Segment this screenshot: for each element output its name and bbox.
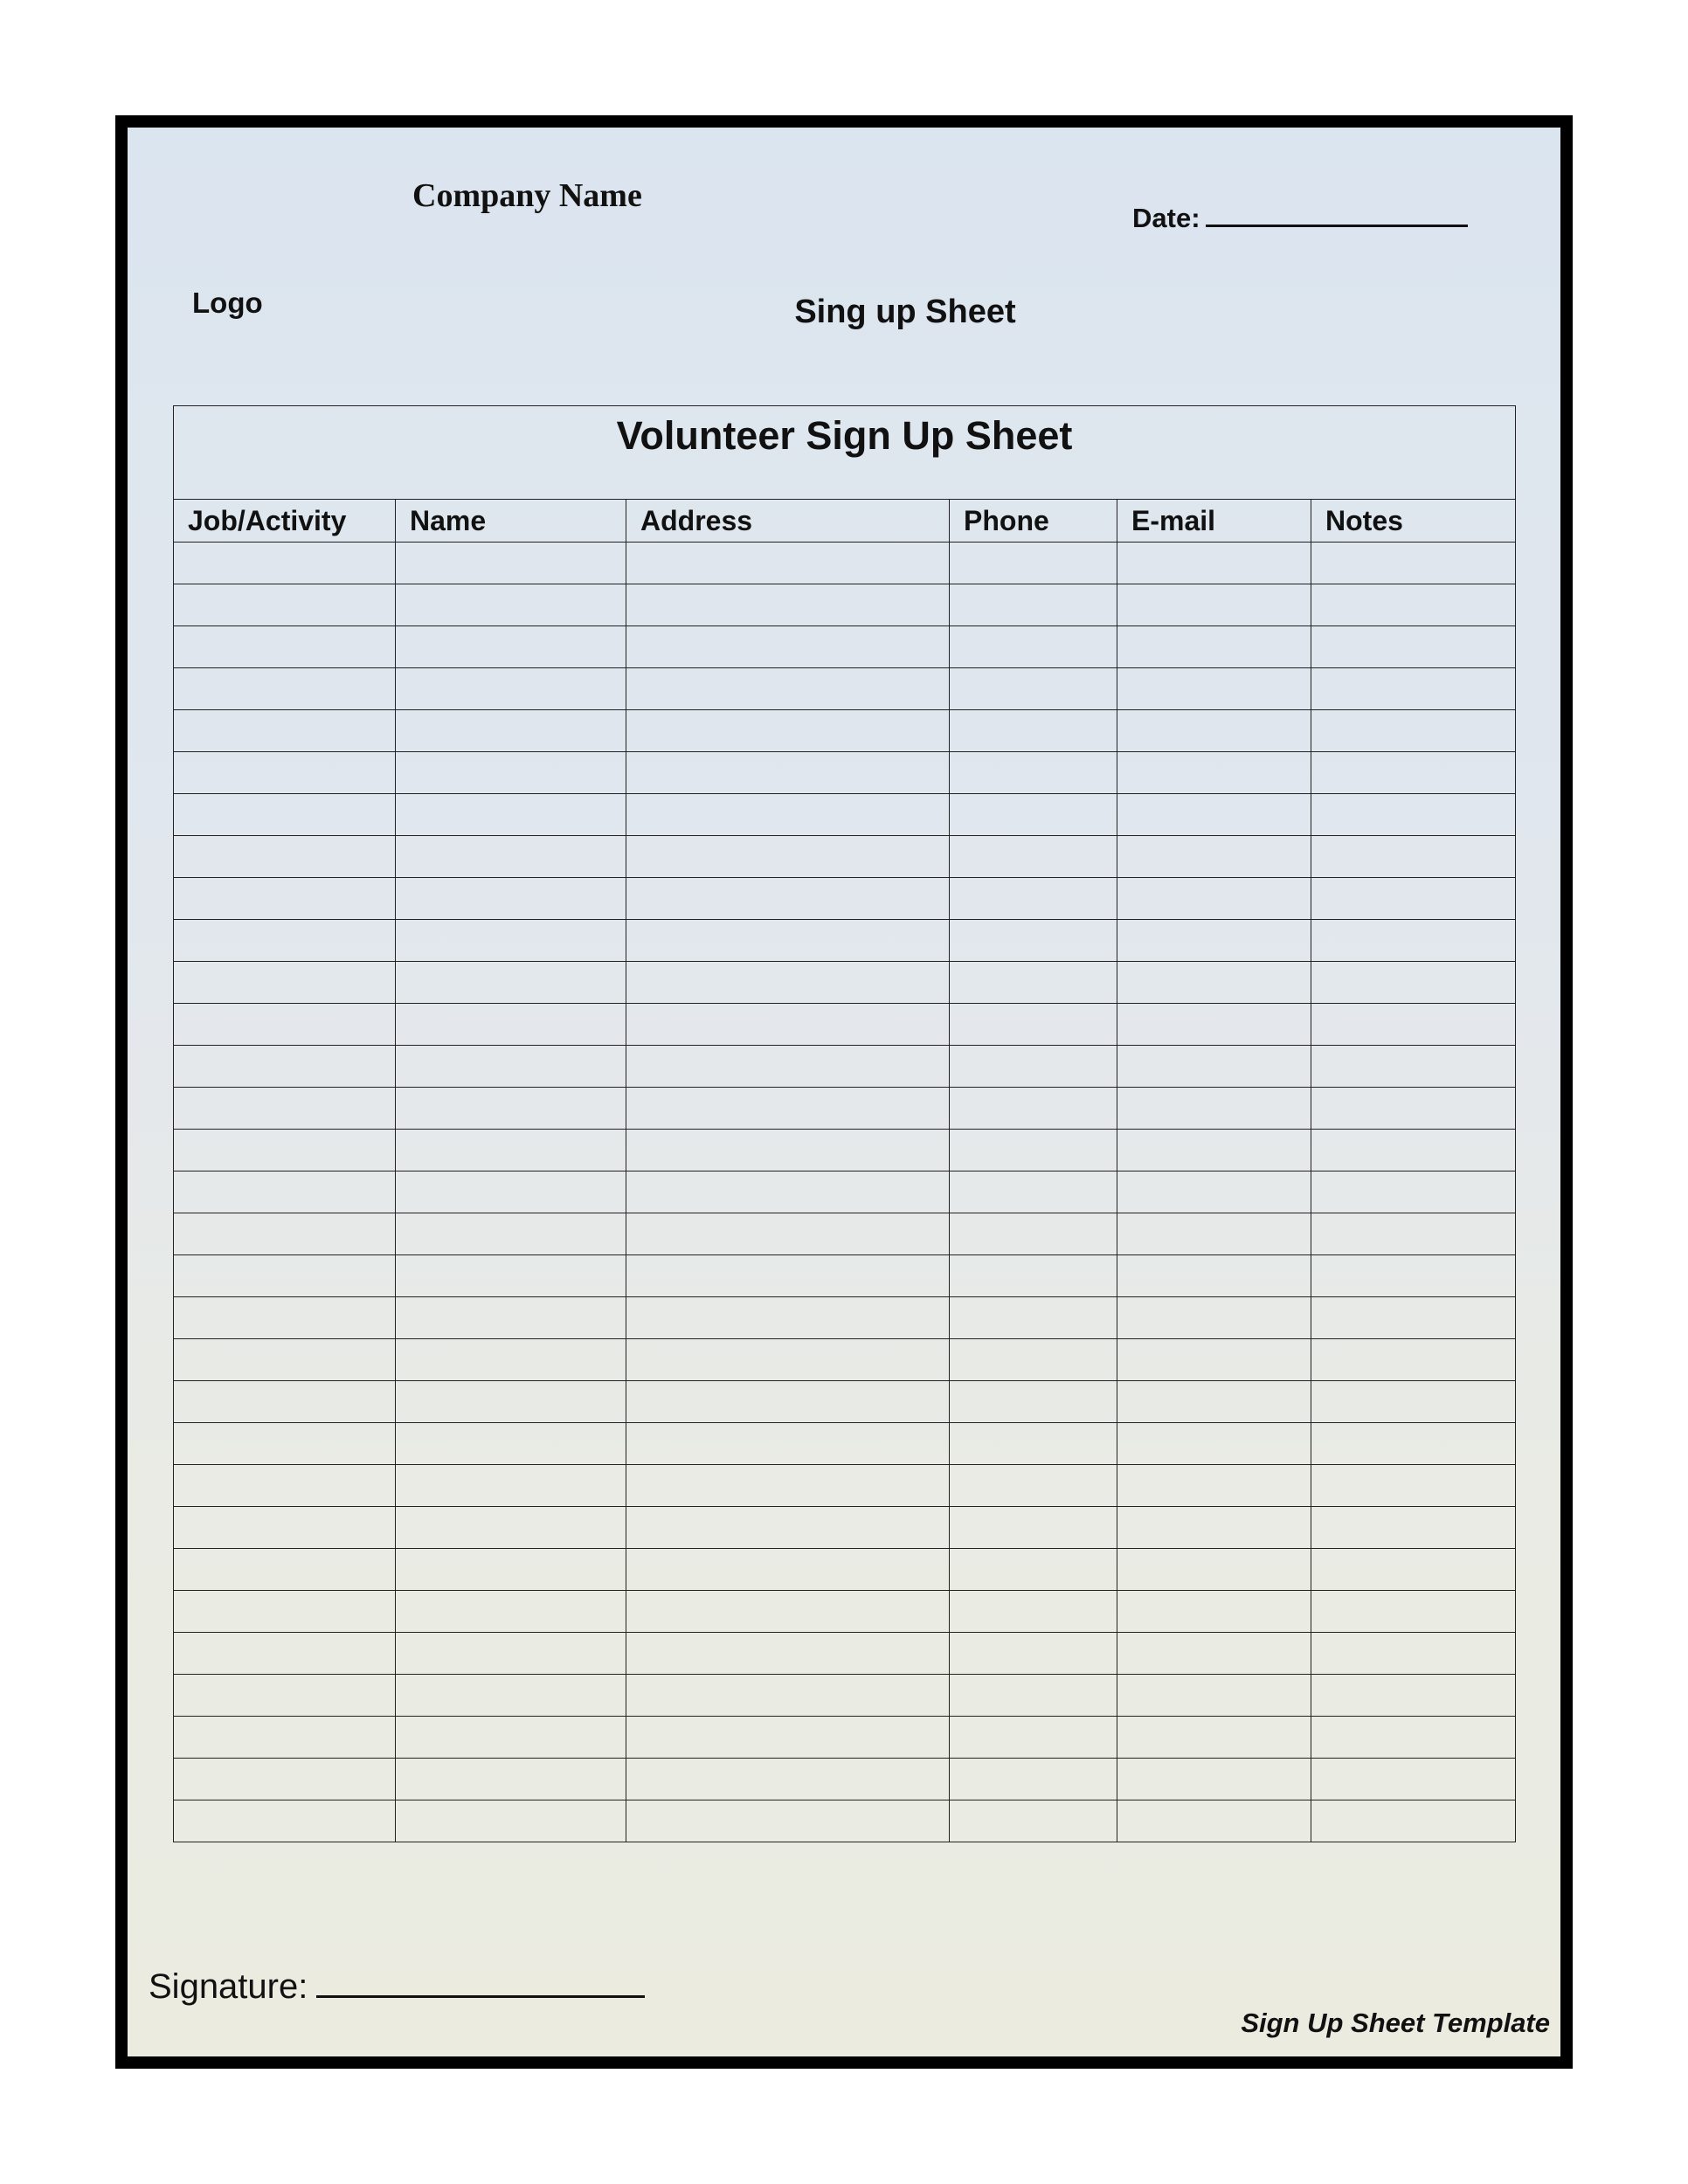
cell-notes[interactable] (1311, 1213, 1516, 1255)
cell-address[interactable] (626, 1046, 950, 1088)
column-header-job-activity: Job/Activity (174, 500, 396, 543)
cell-email[interactable] (1117, 878, 1311, 920)
table-row (174, 1046, 1516, 1088)
cell-address[interactable] (626, 1004, 950, 1046)
cell-phone[interactable] (950, 1171, 1117, 1213)
cell-job-activity[interactable] (174, 1717, 396, 1759)
cell-address[interactable] (626, 752, 950, 794)
cell-notes[interactable] (1311, 1004, 1516, 1046)
cell-job-activity[interactable] (174, 584, 396, 626)
cell-job-activity[interactable] (174, 1675, 396, 1717)
cell-notes[interactable] (1311, 878, 1516, 920)
cell-name[interactable] (396, 626, 626, 668)
cell-phone[interactable] (950, 1465, 1117, 1507)
cell-phone[interactable] (950, 1088, 1117, 1130)
cell-name[interactable] (396, 752, 626, 794)
table-row (174, 1297, 1516, 1339)
cell-address[interactable] (626, 836, 950, 878)
table-row (174, 920, 1516, 962)
cell-email[interactable] (1117, 668, 1311, 710)
cell-address[interactable] (626, 1507, 950, 1549)
column-header-phone: Phone (950, 500, 1117, 543)
cell-address[interactable] (626, 626, 950, 668)
logo-placeholder: Logo (192, 287, 263, 319)
cell-address[interactable] (626, 1465, 950, 1507)
cell-notes[interactable] (1311, 1339, 1516, 1381)
signature-blank-line[interactable] (316, 1969, 645, 1998)
cell-address[interactable] (626, 1339, 950, 1381)
cell-notes[interactable] (1311, 1465, 1516, 1507)
cell-notes[interactable] (1311, 920, 1516, 962)
cell-job-activity[interactable] (174, 920, 396, 962)
cell-email[interactable] (1117, 626, 1311, 668)
column-header-notes: Notes (1311, 500, 1516, 543)
cell-job-activity[interactable] (174, 1004, 396, 1046)
cell-job-activity[interactable] (174, 962, 396, 1004)
cell-email[interactable] (1117, 1381, 1311, 1423)
cell-phone[interactable] (950, 543, 1117, 584)
cell-name[interactable] (396, 1213, 626, 1255)
cell-email[interactable] (1117, 1507, 1311, 1549)
cell-name[interactable] (396, 1675, 626, 1717)
cell-address[interactable] (626, 1717, 950, 1759)
cell-phone[interactable] (950, 1423, 1117, 1465)
cell-address[interactable] (626, 1675, 950, 1717)
cell-notes[interactable] (1311, 1591, 1516, 1633)
table-row (174, 626, 1516, 668)
cell-email[interactable] (1117, 1297, 1311, 1339)
cell-name[interactable] (396, 710, 626, 752)
cell-job-activity[interactable] (174, 626, 396, 668)
sign-up-sheet-page (115, 115, 1573, 2069)
cell-job-activity[interactable] (174, 1800, 396, 1842)
cell-address[interactable] (626, 710, 950, 752)
cell-address[interactable] (626, 1213, 950, 1255)
cell-job-activity[interactable] (174, 1507, 396, 1549)
cell-address[interactable] (626, 962, 950, 1004)
cell-phone[interactable] (950, 1759, 1117, 1800)
cell-phone[interactable] (950, 1339, 1117, 1381)
cell-notes[interactable] (1311, 584, 1516, 626)
cell-email[interactable] (1117, 710, 1311, 752)
cell-name[interactable] (396, 668, 626, 710)
cell-email[interactable] (1117, 584, 1311, 626)
table-row (174, 1171, 1516, 1213)
cell-email[interactable] (1117, 1717, 1311, 1759)
cell-job-activity[interactable] (174, 1255, 396, 1297)
cell-address[interactable] (626, 920, 950, 962)
cell-phone[interactable] (950, 878, 1117, 920)
cell-name[interactable] (396, 1549, 626, 1591)
cell-name[interactable] (396, 1381, 626, 1423)
cell-job-activity[interactable] (174, 1046, 396, 1088)
cell-job-activity[interactable] (174, 1213, 396, 1255)
cell-phone[interactable] (950, 920, 1117, 962)
cell-address[interactable] (626, 1088, 950, 1130)
cell-job-activity[interactable] (174, 1759, 396, 1800)
column-header-name: Name (396, 500, 626, 543)
date-label: Date: (1132, 203, 1200, 233)
cell-phone[interactable] (950, 1591, 1117, 1633)
cell-name[interactable] (396, 1507, 626, 1549)
cell-notes[interactable] (1311, 752, 1516, 794)
cell-address[interactable] (626, 794, 950, 836)
cell-email[interactable] (1117, 1675, 1311, 1717)
cell-address[interactable] (626, 584, 950, 626)
cell-phone[interactable] (950, 1633, 1117, 1675)
cell-notes[interactable] (1311, 1171, 1516, 1213)
column-header-address: Address (626, 500, 950, 543)
cell-phone[interactable] (950, 962, 1117, 1004)
cell-job-activity[interactable] (174, 752, 396, 794)
cell-address[interactable] (626, 1759, 950, 1800)
cell-job-activity[interactable] (174, 1381, 396, 1423)
cell-address[interactable] (626, 1381, 950, 1423)
cell-notes[interactable] (1311, 1800, 1516, 1842)
cell-phone[interactable] (950, 1213, 1117, 1255)
cell-phone[interactable] (950, 1717, 1117, 1759)
cell-job-activity[interactable] (174, 1297, 396, 1339)
cell-job-activity[interactable] (174, 543, 396, 584)
table-row (174, 1549, 1516, 1591)
cell-phone[interactable] (950, 836, 1117, 878)
table-row (174, 1633, 1516, 1675)
cell-job-activity[interactable] (174, 1465, 396, 1507)
cell-name[interactable] (396, 584, 626, 626)
cell-notes[interactable] (1311, 1633, 1516, 1675)
column-header-email: E-mail (1117, 500, 1311, 543)
cell-address[interactable] (626, 1800, 950, 1842)
cell-phone[interactable] (950, 1507, 1117, 1549)
cell-email[interactable] (1117, 1800, 1311, 1842)
cell-phone[interactable] (950, 1675, 1117, 1717)
cell-phone[interactable] (950, 1381, 1117, 1423)
table-row (174, 1088, 1516, 1130)
table-row (174, 584, 1516, 626)
table-row (174, 1213, 1516, 1255)
cell-job-activity[interactable] (174, 1549, 396, 1591)
cell-email[interactable] (1117, 1633, 1311, 1675)
cell-name[interactable] (396, 962, 626, 1004)
cell-name[interactable] (396, 794, 626, 836)
cell-notes[interactable] (1311, 1297, 1516, 1339)
cell-name[interactable] (396, 543, 626, 584)
cell-email[interactable] (1117, 543, 1311, 584)
cell-phone[interactable] (950, 1297, 1117, 1339)
cell-email[interactable] (1117, 794, 1311, 836)
cell-phone[interactable] (950, 626, 1117, 668)
cell-job-activity[interactable] (174, 836, 396, 878)
cell-notes[interactable] (1311, 1046, 1516, 1088)
cell-email[interactable] (1117, 1465, 1311, 1507)
signature-field (149, 1967, 645, 2007)
cell-notes[interactable] (1311, 1381, 1516, 1423)
cell-name[interactable] (396, 1004, 626, 1046)
table-row (174, 962, 1516, 1004)
cell-name[interactable] (396, 1046, 626, 1088)
table-row (174, 1465, 1516, 1507)
cell-name[interactable] (396, 1465, 626, 1507)
cell-email[interactable] (1117, 920, 1311, 962)
table-row (174, 1255, 1516, 1297)
cell-name[interactable] (396, 878, 626, 920)
cell-name[interactable] (396, 1717, 626, 1759)
table-row (174, 1759, 1516, 1800)
cell-phone[interactable] (950, 584, 1117, 626)
cell-job-activity[interactable] (174, 1633, 396, 1675)
cell-job-activity[interactable] (174, 1088, 396, 1130)
cell-address[interactable] (626, 1297, 950, 1339)
cell-job-activity[interactable] (174, 878, 396, 920)
page-subtitle: Sing up Sheet (794, 294, 1016, 330)
cell-job-activity[interactable] (174, 668, 396, 710)
cell-notes[interactable] (1311, 1675, 1516, 1717)
table-row (174, 752, 1516, 794)
cell-notes[interactable] (1311, 1759, 1516, 1800)
table-row (174, 1423, 1516, 1465)
cell-phone[interactable] (950, 1130, 1117, 1171)
cell-phone[interactable] (950, 1549, 1117, 1591)
table-row (174, 1675, 1516, 1717)
cell-job-activity[interactable] (174, 1171, 396, 1213)
cell-phone[interactable] (950, 668, 1117, 710)
table-row (174, 794, 1516, 836)
date-blank-line[interactable] (1206, 204, 1468, 227)
cell-email[interactable] (1117, 1171, 1311, 1213)
cell-name[interactable] (396, 836, 626, 878)
cell-address[interactable] (626, 1633, 950, 1675)
table-row (174, 668, 1516, 710)
cell-address[interactable] (626, 1255, 950, 1297)
cell-name[interactable] (396, 1633, 626, 1675)
table-row (174, 836, 1516, 878)
cell-email[interactable] (1117, 752, 1311, 794)
cell-notes[interactable] (1311, 543, 1516, 584)
cell-name[interactable] (396, 1759, 626, 1800)
cell-email[interactable] (1117, 1088, 1311, 1130)
table-title: Volunteer Sign Up Sheet (174, 406, 1516, 500)
cell-job-activity[interactable] (174, 794, 396, 836)
cell-name[interactable] (396, 1255, 626, 1297)
cell-address[interactable] (626, 543, 950, 584)
cell-name[interactable] (396, 1088, 626, 1130)
cell-email[interactable] (1117, 1339, 1311, 1381)
cell-phone[interactable] (950, 1800, 1117, 1842)
table-row (174, 710, 1516, 752)
cell-email[interactable] (1117, 1423, 1311, 1465)
cell-notes[interactable] (1311, 668, 1516, 710)
table-row (174, 543, 1516, 584)
cell-notes[interactable] (1311, 794, 1516, 836)
signature-label: Signature: (149, 1967, 308, 2006)
cell-name[interactable] (396, 1423, 626, 1465)
template-caption: Sign Up Sheet Template (1241, 2008, 1550, 2038)
cell-name[interactable] (396, 1339, 626, 1381)
cell-notes[interactable] (1311, 710, 1516, 752)
cell-phone[interactable] (950, 1004, 1117, 1046)
cell-notes[interactable] (1311, 626, 1516, 668)
cell-notes[interactable] (1311, 962, 1516, 1004)
cell-address[interactable] (626, 1423, 950, 1465)
table-row (174, 878, 1516, 920)
cell-notes[interactable] (1311, 1255, 1516, 1297)
cell-notes[interactable] (1311, 1423, 1516, 1465)
cell-job-activity[interactable] (174, 1423, 396, 1465)
cell-notes[interactable] (1311, 1507, 1516, 1549)
cell-phone[interactable] (950, 1046, 1117, 1088)
cell-job-activity[interactable] (174, 1339, 396, 1381)
cell-name[interactable] (396, 1800, 626, 1842)
table-row (174, 1800, 1516, 1842)
table-row (174, 1717, 1516, 1759)
cell-address[interactable] (626, 1130, 950, 1171)
cell-notes[interactable] (1311, 1130, 1516, 1171)
table-row (174, 1130, 1516, 1171)
cell-email[interactable] (1117, 1213, 1311, 1255)
cell-name[interactable] (396, 1130, 626, 1171)
table-row (174, 1339, 1516, 1381)
cell-address[interactable] (626, 1549, 950, 1591)
cell-email[interactable] (1117, 1046, 1311, 1088)
cell-phone[interactable] (950, 1255, 1117, 1297)
cell-name[interactable] (396, 1171, 626, 1213)
table-row (174, 1507, 1516, 1549)
cell-email[interactable] (1117, 1255, 1311, 1297)
cell-address[interactable] (626, 1171, 950, 1213)
cell-job-activity[interactable] (174, 710, 396, 752)
cell-address[interactable] (626, 668, 950, 710)
date-field (1132, 203, 1468, 234)
table-row (174, 1591, 1516, 1633)
cell-job-activity[interactable] (174, 1591, 396, 1633)
cell-notes[interactable] (1311, 836, 1516, 878)
cell-job-activity[interactable] (174, 1130, 396, 1171)
volunteer-sign-up-table (173, 405, 1516, 1842)
table-row (174, 1004, 1516, 1046)
company-name: Company Name (412, 177, 642, 214)
cell-phone[interactable] (950, 710, 1117, 752)
cell-name[interactable] (396, 1591, 626, 1633)
cell-email[interactable] (1117, 836, 1311, 878)
cell-address[interactable] (626, 1591, 950, 1633)
cell-name[interactable] (396, 920, 626, 962)
cell-address[interactable] (626, 878, 950, 920)
cell-email[interactable] (1117, 1004, 1311, 1046)
cell-phone[interactable] (950, 752, 1117, 794)
table-row (174, 1381, 1516, 1423)
cell-email[interactable] (1117, 1549, 1311, 1591)
cell-email[interactable] (1117, 1759, 1311, 1800)
cell-notes[interactable] (1311, 1717, 1516, 1759)
cell-email[interactable] (1117, 1130, 1311, 1171)
cell-phone[interactable] (950, 794, 1117, 836)
cell-notes[interactable] (1311, 1549, 1516, 1591)
cell-email[interactable] (1117, 962, 1311, 1004)
cell-email[interactable] (1117, 1591, 1311, 1633)
cell-name[interactable] (396, 1297, 626, 1339)
cell-notes[interactable] (1311, 1088, 1516, 1130)
